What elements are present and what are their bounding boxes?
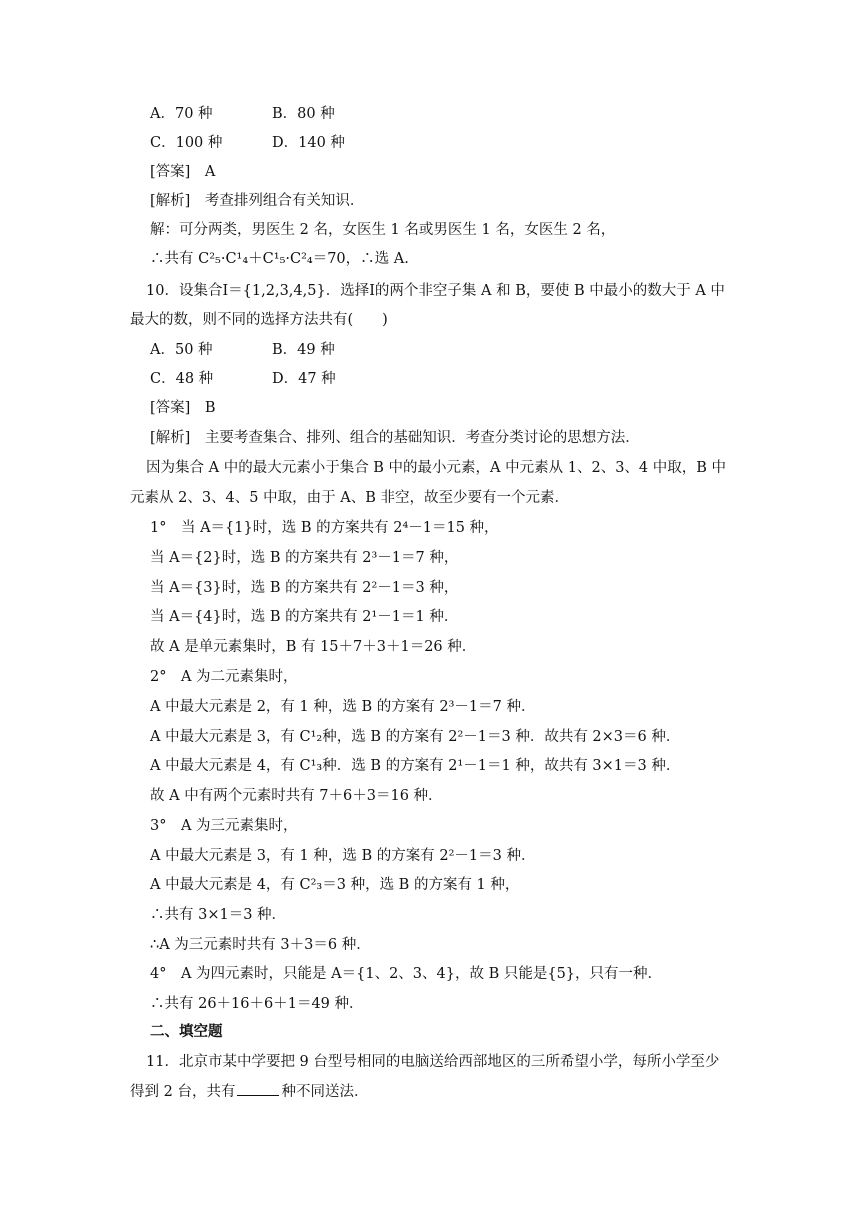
q10-solution-line: A 中最大元素是 3，有 1 种，选 B 的方案有 2²－1＝3 种． xyxy=(150,848,536,864)
q10-solution-line: A 中最大元素是 4，有 C¹₃种．选 B 的方案有 2¹－1＝1 种，故共有 3×1＝3 种． xyxy=(150,758,681,774)
section-heading: 二、填空题 xyxy=(150,1024,223,1040)
q9-solution-line: ∴共有 C²₅·C¹₄＋C¹₅·C²₄＝70，∴选 A. xyxy=(150,251,409,267)
q10-option-a: A．50 种 xyxy=(150,342,213,358)
q11-question-line: 11．北京市某中学要把 9 台型号相同的电脑送给西部地区的三所希望小学，每所小学至少 xyxy=(146,1054,720,1070)
answer-blank xyxy=(237,1081,279,1096)
q10-solution-line: 2° A 为二元素集时， xyxy=(150,669,298,685)
q9-solution-line: 解：可分两类，男医生 2 名，女医生 1 名或男医生 1 名，女医生 2 名， xyxy=(150,222,616,238)
q9-option-c: C．100 种 xyxy=(150,135,223,151)
q10-solution-line: A 中最大元素是 3，有 C¹₂种，选 B 的方案有 2²－1＝3 种．故共有 2×3＝6 种． xyxy=(150,729,681,745)
q10-solution-line: ∴A 为三元素时共有 3＋3＝6 种． xyxy=(150,937,371,953)
q11-text-after-blank: 种不同送法． xyxy=(281,1084,369,1100)
q9-analysis-heading: [解析] 考查排列组合有关知识． xyxy=(150,193,365,209)
q11-text-before-blank: 得到 2 台，共有 xyxy=(130,1084,236,1100)
q9-answer: [答案] A xyxy=(150,164,216,180)
q9-option-b: B．80 种 xyxy=(272,106,335,122)
q10-option-c: C．48 种 xyxy=(150,371,214,387)
q10-solution-line: 故 A 是单元素集时，B 有 15＋7＋3＋1＝26 种． xyxy=(150,639,477,655)
q10-solution-line: ∴共有 3×1＝3 种． xyxy=(150,907,287,923)
q10-solution-line: 1° 当 A＝{1}时，选 B 的方案共有 2⁴－1＝15 种， xyxy=(150,520,499,536)
q10-option-b: B．49 种 xyxy=(272,342,335,358)
q10-solution-line: 故 A 中有两个元素时共有 7＋6＋3＝16 种． xyxy=(150,788,443,804)
q10-solution-line: 4° A 为四元素时，只能是 A＝{1、2、3、4}，故 B 只能是{5}，只有一种． xyxy=(150,966,663,982)
q10-solution-line: 因为集合 A 中的最大元素小于集合 B 中的最小元素，A 中元素从 1、2、3、4 中取，B 中 xyxy=(146,460,727,476)
q10-solution-line: ∴共有 26＋16＋6＋1＝49 种． xyxy=(150,996,364,1012)
q10-solution-line: A 中最大元素是 2，有 1 种，选 B 的方案有 2³－1＝7 种． xyxy=(150,699,536,715)
q9-option-a: A．70 种 xyxy=(150,106,213,122)
q10-solution-line: 当 A＝{2}时，选 B 的方案共有 2³－1＝7 种， xyxy=(150,550,459,566)
q10-solution-line: A 中最大元素是 4，有 C²₃＝3 种，选 B 的方案有 1 种， xyxy=(150,877,520,893)
q10-solution-line: 3° A 为三元素集时， xyxy=(150,818,298,834)
q10-question-line: 10．设集合Ⅰ＝{1,2,3,4,5}．选择Ⅰ的两个非空子集 A 和 B，要使 B 中最小的数大于 A 中 xyxy=(146,283,725,299)
q11-question-line xyxy=(130,1081,368,1102)
q10-analysis-heading: [解析] 主要考查集合、排列、组合的基础知识．考查分类讨论的思想方法． xyxy=(150,430,640,446)
q10-answer: [答案] B xyxy=(150,400,216,416)
q10-solution-line: 元素从 2、3、4、5 中取，由于 A、B 非空，故至少要有一个元素． xyxy=(130,490,569,506)
q10-solution-line: 当 A＝{4}时，选 B 的方案共有 2¹－1＝1 种． xyxy=(150,609,459,625)
q10-question-line: 最大的数，则不同的选择方法共有( ) xyxy=(130,312,388,328)
q10-option-d: D．47 种 xyxy=(272,371,336,387)
q10-solution-line: 当 A＝{3}时，选 B 的方案共有 2²－1＝3 种， xyxy=(150,580,459,596)
q9-option-d: D．140 种 xyxy=(272,135,345,151)
